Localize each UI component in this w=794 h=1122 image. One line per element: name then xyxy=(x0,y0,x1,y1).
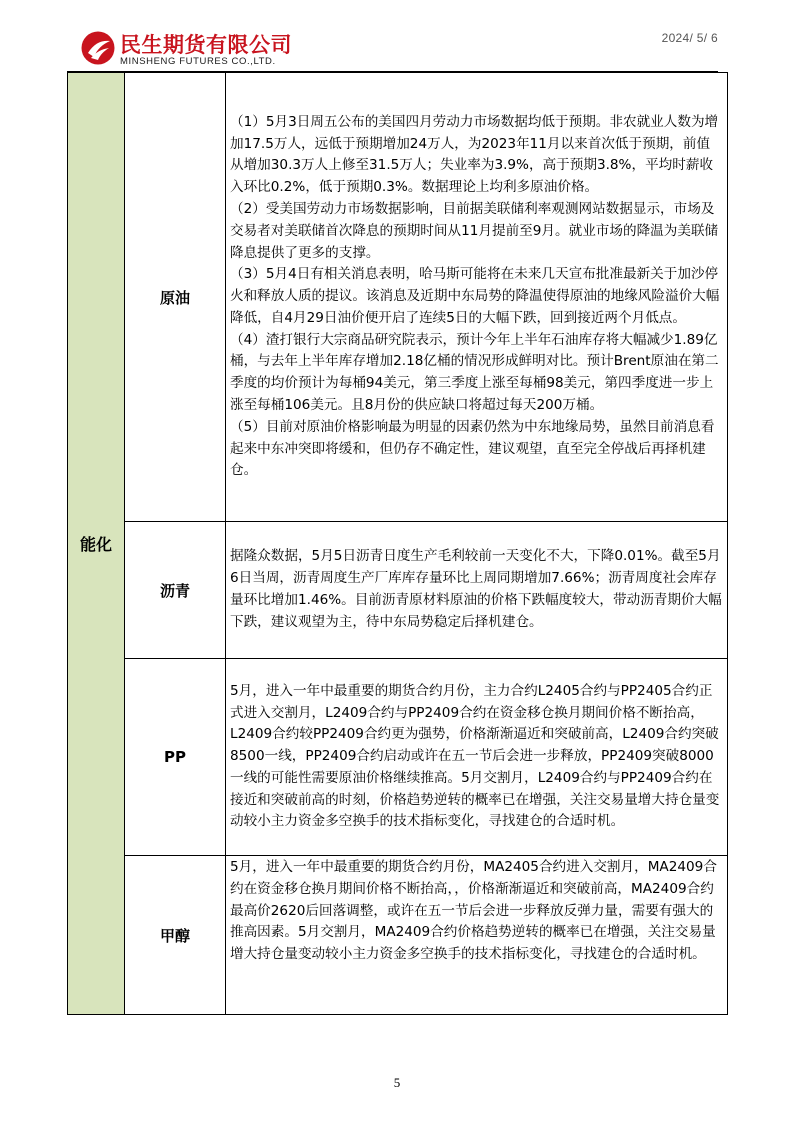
content-cell-methanol xyxy=(226,856,728,1015)
company-name-cn: 民生期货有限公司 xyxy=(120,33,292,57)
table-row xyxy=(68,856,728,1015)
paragraph: （4）渣打银行大宗商品研究院表示，预计今年上半年石油库存将大幅减少1.89亿桶，与去年上半年库存增加2.18亿桶的情况形成鲜明对比。预计Brent原油在第二季度的均价预计为每桶94美元，第三季度上涨至每桶98美元，第四季度进一步上涨至每桶106美元。且8月份的供应缺口将超过每天200万桶。 xyxy=(230,331,719,414)
company-name-en: MINSHENG FUTURES CO.,LTD. xyxy=(120,56,276,67)
commodity-analysis-table xyxy=(67,72,728,1015)
paragraph: 据隆众数据，5月5日沥青日度生产毛利较前一天变化不大，下降0.01%。截至5月6日当周，沥青周度生产厂库库存量环比上周同期增加7.66%；沥青周度社会库存量环比增加1.46%。目前沥青原材料原油的价格下跌幅度较大，带动沥青期价大幅下跌，建议观望为主，待中东局势稳定后择机建仓。 xyxy=(230,548,722,630)
content-cell-pp xyxy=(226,659,728,856)
table-row xyxy=(68,522,728,659)
content-cell-crude-oil xyxy=(226,73,728,522)
content-cell-asphalt xyxy=(226,522,728,659)
table-row xyxy=(68,659,728,856)
page-number: 5 xyxy=(393,1075,401,1090)
minsheng-logo-icon xyxy=(80,30,116,66)
product-cell-methanol: 甲醇 xyxy=(125,856,226,1015)
paragraph: （3）5月4日有相关消息表明，哈马斯可能将在未来几天宣布批准最新关于加沙停火和释放人质的提议。该消息及近期中东局势的降温使得原油的地缘风险溢价大幅降低，自4月29日油价便开启了连续5日的大幅下跌，回到接近两个月低点。 xyxy=(230,266,720,326)
report-date: 2024/ 5/ 6 xyxy=(661,31,718,45)
paragraph: （5）目前对原油价格影响最为明显的因素仍然为中东地缘局势，虽然目前消息看起来中东冲突即将缓和，但仍存不确定性，建议观望，直至完全停战后再择机建仓。 xyxy=(230,418,715,479)
page-header xyxy=(0,0,794,72)
table-row xyxy=(68,73,728,522)
sector-cell: 能化 xyxy=(68,73,125,1015)
paragraph: （2）受美国劳动力市场数据影响，目前据美联储利率观测网站数据显示，市场及交易者对美联储首次降息的预期时间从11月提前至9月。就业市场的降温为美联储降息提供了更多的支撑。 xyxy=(230,200,719,261)
product-cell-crude-oil: 原油 xyxy=(125,73,226,522)
paragraph: （1）5月3日周五公布的美国四月劳动力市场数据均低于预期。非农就业人数为增加17.5万人，远低于预期增加24万人，为2023年11月以来首次低于预期，前值从增加30.3万人上修至31.5万人；失业率为3.9%，高于预期3.8%，平均时薪收入环比0.2%，低于预期0.3%。数据理论上均利多原油价格。 xyxy=(230,113,719,196)
paragraph: 5月，进入一年中最重要的期货合约月份，主力合约L2405合约与PP2405合约正式进入交割月，L2409合约与PP2409合约在资金移仓换月期间价格不断抬高，L2409合约较PP2409合约更为强势，价格渐渐逼近和突破前高，L2409合约突破8500一线，PP2409合约启动或许在五一节后会进一步释放，PP2409突破8000一线的可能性需要原油价格继续推高。5月交割月，L2409合约与PP2409合约在接近和突破前高的时刻，价格趋势逆转的概率已在增强，关注交易量增大持仓量变动较小主力资金多空换手的技术指标变化，寻找建仓的合适时机。 xyxy=(230,682,720,830)
product-cell-asphalt: 沥青 xyxy=(125,522,226,659)
paragraph: 5月，进入一年中最重要的期货合约月份，MA2405合约进入交割月，MA2409合约在资金移仓换月期间价格不断抬高，，价格渐渐逼近和突破前高，MA2409合约最高价2620后回落调整，或许在五一节后会进一步释放反弹力量，需要有强大的推高因素。5月交割月，MA2409合约价格趋势逆转的概率已在增强，关注交易量增大持仓量变动较小主力资金多空换手的技术指标变化，寻找建仓的合适时机。 xyxy=(230,859,717,963)
product-cell-pp: PP xyxy=(125,659,226,856)
